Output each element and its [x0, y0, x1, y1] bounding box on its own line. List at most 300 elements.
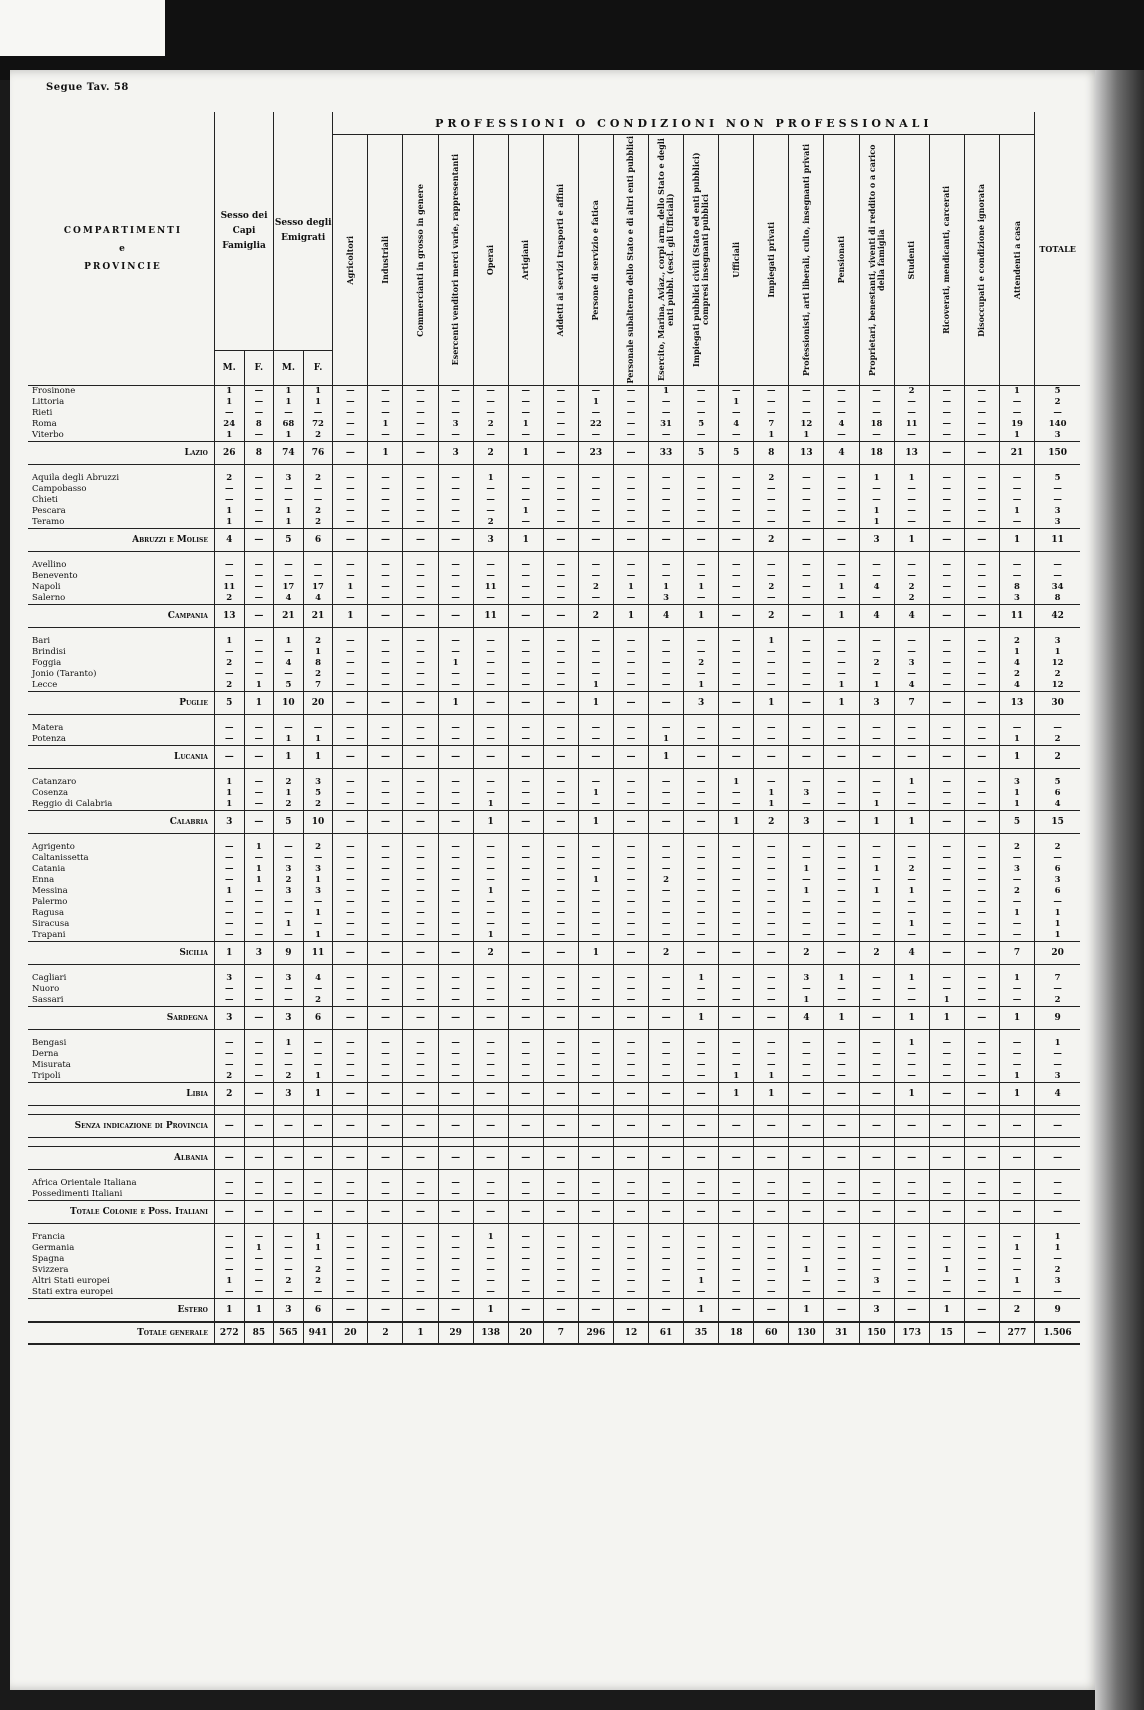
- table-cell: —: [964, 408, 999, 419]
- table-cell: 20: [508, 1322, 543, 1344]
- table-cell: —: [543, 680, 578, 692]
- table-cell: —: [859, 777, 894, 788]
- table-cell: —: [929, 886, 964, 897]
- table-cell: —: [333, 430, 368, 442]
- table-cell: —: [403, 560, 438, 571]
- table-cell: —: [824, 1038, 859, 1049]
- province-row: [28, 1178, 1080, 1189]
- spacer-cell: [274, 769, 304, 778]
- table-cell: —: [754, 484, 789, 495]
- table-cell: —: [684, 560, 719, 571]
- spacer-row: [28, 834, 1080, 843]
- table-cell: —: [789, 1254, 824, 1265]
- table-cell: —: [214, 864, 244, 875]
- table-cell: —: [929, 1083, 964, 1106]
- table-cell: 18: [719, 1322, 754, 1344]
- table-cell: —: [684, 734, 719, 746]
- table-cell: —: [438, 973, 473, 984]
- province-row: [28, 1189, 1080, 1201]
- table-cell: 2: [214, 658, 244, 669]
- row-label: Albania: [28, 1147, 214, 1170]
- spacer-cell: [613, 1030, 648, 1039]
- table-cell: —: [274, 1115, 304, 1138]
- spacer-cell: [214, 834, 244, 843]
- table-cell: —: [894, 517, 929, 529]
- table-cell: —: [543, 419, 578, 430]
- table-cell: 1: [859, 886, 894, 897]
- table-cell: —: [684, 593, 719, 605]
- table-cell: —: [1035, 484, 1080, 495]
- province-row: [28, 1038, 1080, 1049]
- table-cell: —: [754, 875, 789, 886]
- table-cell: —: [438, 777, 473, 788]
- table-cell: —: [789, 1178, 824, 1189]
- table-cell: 3: [438, 442, 473, 465]
- table-cell: —: [214, 1060, 244, 1071]
- spacer-cell: [438, 628, 473, 637]
- table-cell: —: [403, 897, 438, 908]
- table-cell: —: [368, 506, 403, 517]
- table-cell: 2: [1035, 995, 1080, 1007]
- table-cell: —: [719, 1049, 754, 1060]
- spacer-cell: [964, 1170, 999, 1179]
- table-cell: —: [244, 1189, 274, 1201]
- table-cell: —: [473, 1254, 508, 1265]
- table-cell: —: [894, 636, 929, 647]
- table-cell: —: [613, 658, 648, 669]
- table-cell: 1: [303, 1083, 333, 1106]
- table-cell: —: [824, 1243, 859, 1254]
- table-cell: —: [368, 799, 403, 811]
- table-cell: —: [964, 582, 999, 593]
- table-cell: —: [244, 886, 274, 897]
- table-cell: —: [964, 942, 999, 965]
- table-cell: —: [649, 1287, 684, 1299]
- table-cell: 138: [473, 1322, 508, 1344]
- row-label: Cagliari: [32, 973, 67, 983]
- spacer-cell: [28, 1170, 214, 1179]
- table-cell: —: [244, 984, 274, 995]
- table-cell: 42: [1035, 605, 1080, 628]
- table-cell: —: [789, 484, 824, 495]
- table-cell: —: [403, 647, 438, 658]
- table-cell: —: [244, 1265, 274, 1276]
- table-cell: —: [333, 692, 368, 715]
- table-cell: 2: [303, 799, 333, 811]
- province-row: [28, 669, 1080, 680]
- table-cell: —: [789, 1232, 824, 1243]
- table-cell: —: [719, 1299, 754, 1323]
- table-cell: —: [403, 723, 438, 734]
- table-cell: 1: [1035, 908, 1080, 919]
- table-cell: —: [754, 593, 789, 605]
- spacer-cell: [684, 769, 719, 778]
- table-cell: —: [719, 853, 754, 864]
- table-cell: 1: [578, 692, 613, 715]
- table-cell: —: [929, 680, 964, 692]
- table-cell: —: [508, 408, 543, 419]
- spacer-cell: [473, 715, 508, 724]
- table-cell: —: [719, 680, 754, 692]
- table-cell: —: [438, 886, 473, 897]
- table-cell: —: [754, 1299, 789, 1323]
- table-cell: —: [929, 529, 964, 552]
- table-cell: —: [613, 1115, 648, 1138]
- spacer-cell: [859, 1170, 894, 1179]
- table-cell: —: [649, 908, 684, 919]
- table-cell: —: [303, 484, 333, 495]
- table-cell: —: [649, 430, 684, 442]
- spacer-cell: [789, 1030, 824, 1039]
- table-cell: —: [754, 386, 789, 398]
- spacer-cell: [999, 1170, 1034, 1179]
- table-cell: —: [403, 853, 438, 864]
- table-cell: —: [613, 1287, 648, 1299]
- table-cell: —: [214, 919, 244, 930]
- table-cell: —: [403, 1038, 438, 1049]
- table-cell: —: [684, 408, 719, 419]
- table-cell: —: [613, 788, 648, 799]
- table-cell: —: [824, 1287, 859, 1299]
- table-cell: —: [894, 897, 929, 908]
- table-cell: —: [613, 973, 648, 984]
- table-cell: —: [613, 723, 648, 734]
- table-cell: —: [649, 1299, 684, 1323]
- table-cell: —: [929, 506, 964, 517]
- spacer-cell: [1035, 834, 1080, 843]
- table-cell: —: [403, 506, 438, 517]
- table-cell: —: [403, 593, 438, 605]
- table-cell: 1: [333, 582, 368, 593]
- table-cell: —: [214, 1254, 244, 1265]
- table-cell: —: [244, 517, 274, 529]
- spacer-cell: [473, 834, 508, 843]
- table-cell: —: [368, 692, 403, 715]
- spacer-cell: [244, 552, 274, 561]
- row-label: Messina: [32, 886, 68, 896]
- table-cell: —: [964, 919, 999, 930]
- table-cell: —: [754, 680, 789, 692]
- spacer-cell: [859, 552, 894, 561]
- row-label: Brindisi: [32, 647, 66, 657]
- table-cell: —: [719, 875, 754, 886]
- spacer-cell: [789, 1224, 824, 1233]
- table-cell: —: [719, 386, 754, 398]
- spacer-cell: [894, 715, 929, 724]
- province-row: [28, 658, 1080, 669]
- table-cell: 3: [303, 777, 333, 788]
- table-cell: —: [719, 1243, 754, 1254]
- table-cell: —: [964, 973, 999, 984]
- spacer-cell: [438, 1138, 473, 1147]
- table-cell: —: [684, 473, 719, 484]
- spacer-cell: [578, 715, 613, 724]
- table-cell: —: [438, 1178, 473, 1189]
- table-cell: 2: [999, 636, 1034, 647]
- table-cell: —: [649, 1083, 684, 1106]
- table-cell: —: [964, 1265, 999, 1276]
- table-cell: —: [333, 1189, 368, 1201]
- table-cell: —: [719, 506, 754, 517]
- province-row: [28, 484, 1080, 495]
- spacer-cell: [578, 1106, 613, 1115]
- spacer-cell: [929, 715, 964, 724]
- table-cell: —: [964, 442, 999, 465]
- province-row: [28, 386, 1080, 398]
- spacer-cell: [28, 465, 214, 474]
- profession-column-header: [333, 135, 368, 386]
- table-cell: —: [438, 529, 473, 552]
- table-cell: —: [613, 669, 648, 680]
- table-cell: —: [333, 408, 368, 419]
- table-cell: 1: [824, 605, 859, 628]
- table-cell: —: [613, 1201, 648, 1224]
- table-cell: —: [333, 419, 368, 430]
- spacer-cell: [578, 965, 613, 974]
- table-cell: 1: [719, 811, 754, 834]
- spacer-cell: [1035, 552, 1080, 561]
- spacer-row: [28, 715, 1080, 724]
- table-cell: —: [508, 636, 543, 647]
- table-cell: —: [438, 1254, 473, 1265]
- table-cell: —: [684, 1038, 719, 1049]
- table-cell: 3: [1035, 1276, 1080, 1287]
- table-cell: —: [438, 919, 473, 930]
- table-cell: —: [719, 636, 754, 647]
- spacer-cell: [303, 1030, 333, 1039]
- table-cell: 11: [1035, 529, 1080, 552]
- table-cell: —: [578, 636, 613, 647]
- table-cell: —: [649, 1115, 684, 1138]
- table-cell: —: [438, 853, 473, 864]
- table-cell: —: [438, 1265, 473, 1276]
- table-cell: 3: [789, 973, 824, 984]
- table-cell: —: [244, 788, 274, 799]
- table-cell: —: [964, 1147, 999, 1170]
- table-cell: 1: [894, 777, 929, 788]
- table-cell: —: [543, 517, 578, 529]
- spacer-cell: [684, 1224, 719, 1233]
- table-cell: 12: [1035, 658, 1080, 669]
- table-cell: 1: [684, 1299, 719, 1323]
- table-cell: —: [999, 1147, 1034, 1170]
- table-cell: —: [508, 984, 543, 995]
- spacer-cell: [824, 1106, 859, 1115]
- table-cell: —: [719, 734, 754, 746]
- spacer-cell: [754, 1170, 789, 1179]
- table-cell: —: [789, 734, 824, 746]
- table-cell: —: [964, 734, 999, 746]
- province-row: [28, 842, 1080, 853]
- table-cell: —: [543, 430, 578, 442]
- table-cell: 4: [274, 593, 304, 605]
- table-cell: —: [684, 506, 719, 517]
- table-cell: —: [333, 777, 368, 788]
- table-cell: —: [368, 1007, 403, 1030]
- spacer-cell: [649, 769, 684, 778]
- province-row: [28, 853, 1080, 864]
- table-cell: 1: [999, 973, 1034, 984]
- table-cell: —: [789, 1115, 824, 1138]
- table-cell: —: [543, 386, 578, 398]
- table-cell: —: [303, 1287, 333, 1299]
- table-cell: —: [438, 842, 473, 853]
- table-cell: —: [473, 842, 508, 853]
- spacer-cell: [214, 769, 244, 778]
- table-cell: —: [303, 1060, 333, 1071]
- table-cell: —: [684, 1083, 719, 1106]
- table-cell: 1: [789, 1299, 824, 1323]
- spacer-cell: [473, 465, 508, 474]
- table-cell: —: [438, 875, 473, 886]
- table-cell: —: [543, 1071, 578, 1083]
- table-cell: —: [403, 746, 438, 769]
- province-row: [28, 1265, 1080, 1276]
- spacer-row: [28, 769, 1080, 778]
- row-label: Trapani: [32, 930, 66, 940]
- profession-column-label: Persone di servizio e fatica: [590, 199, 601, 321]
- table-cell: —: [859, 875, 894, 886]
- table-cell: —: [543, 1007, 578, 1030]
- table-cell: —: [929, 692, 964, 715]
- table-cell: 5: [274, 529, 304, 552]
- table-cell: —: [964, 1299, 999, 1323]
- table-cell: 4: [859, 582, 894, 593]
- table-cell: —: [543, 1201, 578, 1224]
- table-cell: —: [964, 1201, 999, 1224]
- table-cell: —: [368, 777, 403, 788]
- table-cell: 2: [214, 593, 244, 605]
- table-cell: —: [473, 897, 508, 908]
- profession-column-header: [438, 135, 473, 386]
- table-cell: —: [964, 636, 999, 647]
- table-cell: —: [543, 473, 578, 484]
- table-cell: —: [368, 811, 403, 834]
- spacer-cell: [438, 769, 473, 778]
- table-cell: —: [859, 397, 894, 408]
- table-cell: 18: [859, 442, 894, 465]
- table-cell: 1: [274, 919, 304, 930]
- table-cell: —: [333, 1243, 368, 1254]
- spacer-row: [28, 465, 1080, 474]
- table-cell: —: [754, 734, 789, 746]
- table-cell: 1: [999, 430, 1034, 442]
- spacer-cell: [964, 715, 999, 724]
- table-cell: —: [508, 571, 543, 582]
- table-cell: —: [333, 397, 368, 408]
- subtotal-row: [28, 942, 1080, 965]
- spacer-cell: [438, 1106, 473, 1115]
- table-cell: —: [999, 495, 1034, 506]
- table-cell: —: [754, 647, 789, 658]
- table-cell: —: [333, 875, 368, 886]
- table-cell: 140: [1035, 419, 1080, 430]
- table-cell: —: [649, 1265, 684, 1276]
- spacer-cell: [684, 1138, 719, 1147]
- sesso-emigrati-header: [274, 112, 333, 351]
- table-cell: —: [543, 397, 578, 408]
- table-cell: 76: [303, 442, 333, 465]
- table-cell: —: [473, 1265, 508, 1276]
- table-cell: —: [508, 669, 543, 680]
- table-cell: —: [684, 1254, 719, 1265]
- table-cell: —: [649, 1243, 684, 1254]
- table-cell: —: [274, 995, 304, 1007]
- row-label: Lazio: [28, 442, 214, 465]
- table-cell: —: [824, 517, 859, 529]
- table-cell: —: [613, 408, 648, 419]
- table-cell: —: [333, 1254, 368, 1265]
- province-row: [28, 517, 1080, 529]
- spacer-cell: [214, 965, 244, 974]
- row-label: Svizzera: [32, 1265, 69, 1275]
- spacer-cell: [303, 628, 333, 637]
- table-cell: —: [649, 636, 684, 647]
- table-cell: 12: [613, 1322, 648, 1344]
- table-cell: 3: [859, 692, 894, 715]
- table-cell: —: [859, 930, 894, 942]
- table-cell: 8: [1035, 593, 1080, 605]
- table-cell: —: [859, 495, 894, 506]
- spacer-cell: [28, 715, 214, 724]
- table-cell: —: [859, 1060, 894, 1071]
- subtotal-row: [28, 1299, 1080, 1323]
- spacer-cell: [244, 1030, 274, 1039]
- spacer-cell: [824, 552, 859, 561]
- spacer-cell: [613, 834, 648, 843]
- spacer-cell: [719, 1224, 754, 1233]
- table-cell: —: [999, 984, 1034, 995]
- spacer-cell: [274, 1224, 304, 1233]
- table-cell: —: [368, 636, 403, 647]
- table-cell: 1: [473, 811, 508, 834]
- table-cell: 1: [999, 799, 1034, 811]
- spacer-cell: [508, 1170, 543, 1179]
- table-cell: 1: [999, 647, 1034, 658]
- table-cell: —: [368, 897, 403, 908]
- table-cell: —: [1035, 1287, 1080, 1299]
- table-cell: —: [368, 386, 403, 398]
- table-cell: —: [508, 930, 543, 942]
- table-cell: 1: [894, 811, 929, 834]
- table-cell: 5: [1035, 386, 1080, 398]
- table-cell: —: [333, 853, 368, 864]
- spacer-cell: [274, 1138, 304, 1147]
- table-cell: —: [274, 1147, 304, 1170]
- table-cell: —: [303, 1038, 333, 1049]
- table-cell: —: [613, 680, 648, 692]
- table-cell: —: [508, 605, 543, 628]
- table-cell: —: [859, 973, 894, 984]
- table-cell: 3: [789, 788, 824, 799]
- table-cell: —: [438, 723, 473, 734]
- spacer-cell: [578, 628, 613, 637]
- table-cell: —: [403, 734, 438, 746]
- table-cell: 2: [274, 1276, 304, 1287]
- table-cell: 2: [303, 669, 333, 680]
- table-cell: —: [438, 560, 473, 571]
- table-cell: —: [333, 484, 368, 495]
- table-cell: 2: [754, 582, 789, 593]
- spacer-cell: [754, 1138, 789, 1147]
- spacer-cell: [28, 1138, 214, 1147]
- table-cell: —: [789, 582, 824, 593]
- spacer-cell: [403, 834, 438, 843]
- table-cell: —: [894, 1299, 929, 1323]
- table-cell: —: [368, 1254, 403, 1265]
- table-cell: —: [1035, 571, 1080, 582]
- table-cell: —: [613, 1007, 648, 1030]
